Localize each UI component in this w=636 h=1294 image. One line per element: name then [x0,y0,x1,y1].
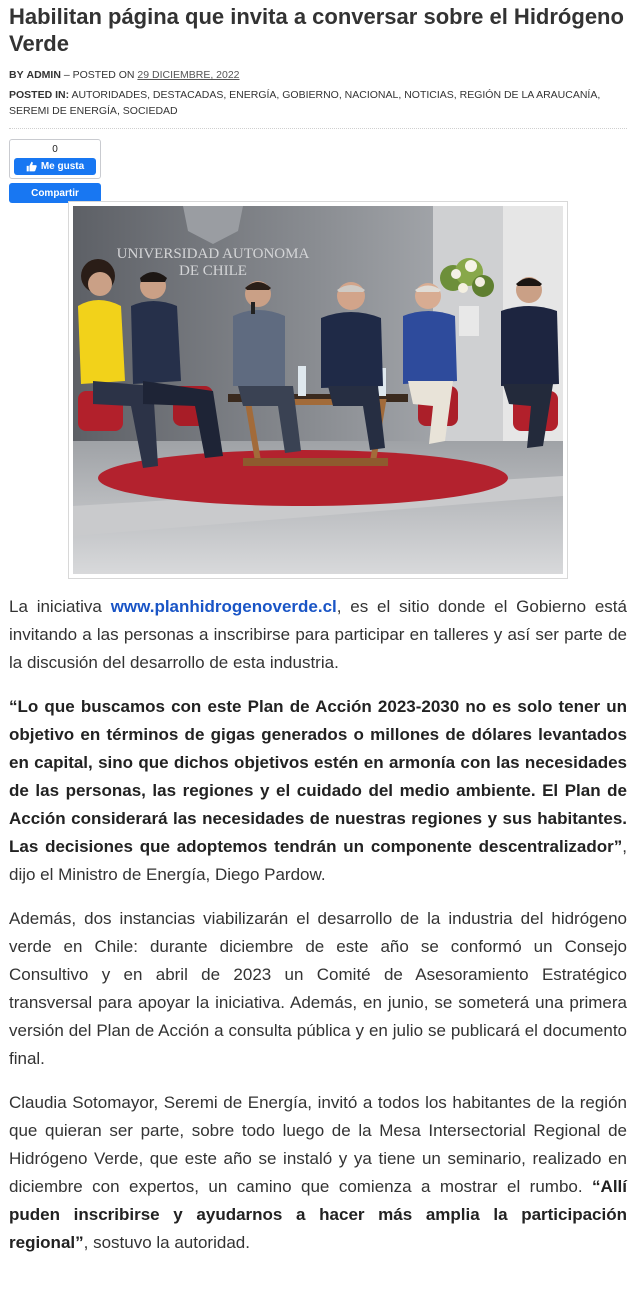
facebook-like-box [9,139,101,179]
paragraph-2 [9,693,627,889]
author-link[interactable]: ADMIN [26,69,61,81]
paragraph-4 [9,1089,627,1257]
categories [9,87,627,119]
p4-text-after: , sostuvo la autoridad. [83,1233,250,1252]
plan-hidrogeno-link[interactable]: www.planhidrogenoverde.cl [110,597,337,616]
article-photo [68,201,568,579]
seremi-quote: “Allí puden inscribirse y ayudarnos a hacer más amplia la participación regional” [9,1177,627,1252]
categories-label: POSTED IN: [9,89,70,101]
post-date: 29 DICIEMBRE, 2022 [137,69,240,81]
facebook-widget [9,139,101,203]
p1-text-after: , es el sitio donde el Gobierno está invitando a las personas a inscribirse para participar en talleres y así ser parte de la discusión del desarrollo de esta industria. [9,597,627,672]
facebook-share-button[interactable]: Compartir [9,183,101,203]
post-meta [9,67,627,119]
thumbs-up-icon [26,161,37,172]
paragraph-3: Además, dos instancias viabilizarán el desarrollo de la industria del hidrógeno verde en Chile: durante diciembre de este año se conformó un Consejo Consultivo y en abril de 2023 un Comité de Asesoramiento Estratégico transversal para apoyar la iniciativa. Además, en junio, se someterá una primera versión del Plan de Acción a consulta pública y en julio se publicará el documento final. [9,909,627,1068]
paragraph-1 [9,593,627,677]
article-title: Habilitan página que invita a conversar sobre el Hidrógeno Verde [9,4,624,56]
minister-quote: “Lo que buscamos con este Plan de Acción 2023-2030 no es solo tener un objetivo en términos de gigas generados o millones de dólares levantados en capital, sino que dichos objetivos estén en armonía con las necesidades de las personas, las regiones y el cuidado del medio ambiente. El Plan de Acción considerará las necesidades de nuestras regiones y sus habitantes. Las decisiones que adoptemos tendrán un componente descentralizador” [9,697,627,856]
posted-prefix: – POSTED ON [63,69,135,81]
facebook-like-button[interactable] [14,158,96,175]
article-body [9,593,627,1257]
p2-text-after: , dijo el Ministro de Energía, Diego Pardow. [9,837,627,884]
p1-text-before: La iniciativa [9,597,111,616]
meta-divider [9,128,627,129]
byline-prefix: BY [9,69,24,81]
byline [9,67,627,83]
panel-discussion-photo [73,206,563,574]
wall-text-line2: DE CHILE [179,263,247,279]
wall-text-line1: UNIVERSIDAD AUTONOMA [116,246,310,262]
p4-text-before: Claudia Sotomayor, Seremi de Energía, invitó a todos los habitantes de la región que quieran ser parte, sobre todo luego de la Mesa Intersectorial Regional de Hidrógeno Verde, que este año se instaló y ya tiene un seminario, realizado en diciembre con expertos, un camino que comienza a mostrar el rumbo. [9,1093,627,1196]
categories-list[interactable]: AUTORIDADES, DESTACADAS, ENERGÍA, GOBIERNO, NACIONAL, NOTICIAS, REGIÓN DE LA ARAUCANÍA, SEREMI DE ENERGÍA, SOCIEDAD [9,89,601,117]
like-label: Me gusta [40,161,85,172]
like-count: 0 [52,144,58,155]
